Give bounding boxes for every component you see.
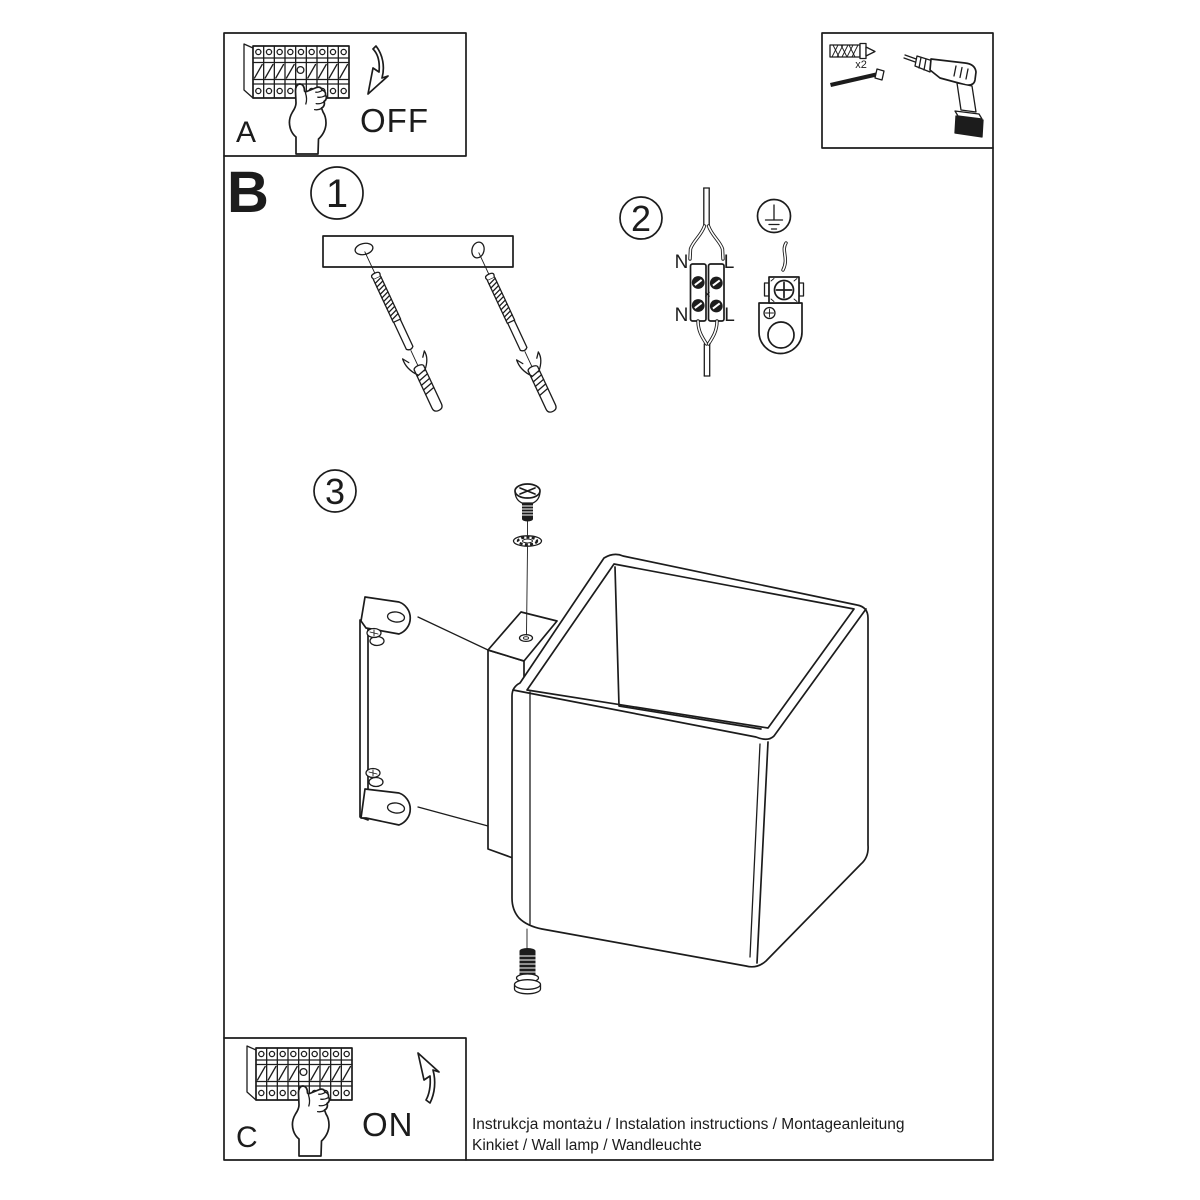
step-3-number: 3 <box>324 471 346 512</box>
footer-instructions: Instrukcja montażu / Instalation instructions / Montageanleitung <box>472 1116 905 1133</box>
wall-bracket <box>360 597 488 826</box>
cube-shade <box>512 554 868 966</box>
ground-terminal <box>759 243 804 354</box>
ground-symbol-icon <box>758 200 791 233</box>
supply-cable <box>690 188 723 259</box>
bottom-screw <box>515 929 541 994</box>
section-b-label: B <box>227 160 269 225</box>
off-label: OFF <box>360 102 429 139</box>
pointing-hand-icon <box>289 84 326 154</box>
footer-product: Kinkiet / Wall lamp / Wandleuchte <box>472 1137 702 1154</box>
label-l-top: L <box>723 252 735 273</box>
step-1 <box>311 167 564 416</box>
top-screw <box>515 484 540 635</box>
panel-a-label: A <box>236 116 257 149</box>
step-1-number: 1 <box>325 172 349 216</box>
power-off-step <box>236 44 429 154</box>
label-l-bottom: L <box>724 305 735 326</box>
on-label: ON <box>362 1106 414 1143</box>
screw-anchor-left <box>355 247 450 415</box>
step-2-number: 2 <box>630 198 652 239</box>
screw-anchor-right <box>469 248 564 416</box>
step-2 <box>620 188 804 376</box>
mounting-plate <box>323 236 513 267</box>
terminal-block <box>691 264 725 321</box>
mounting-screw-icon <box>830 69 884 87</box>
lock-washer <box>514 536 542 546</box>
label-n-top: N <box>674 252 689 273</box>
footer <box>472 1116 905 1154</box>
arrow-down-icon <box>368 46 388 94</box>
anchor-count-label: x2 <box>855 59 867 71</box>
drill-icon <box>904 55 983 137</box>
wall-anchor-icon <box>830 44 875 59</box>
lamp-cable <box>698 321 717 376</box>
pointing-hand-icon <box>292 1086 329 1156</box>
arrow-up-icon <box>418 1053 439 1103</box>
panel-c-label: C <box>236 1121 258 1154</box>
step-3 <box>314 470 868 994</box>
power-on-step <box>236 1046 439 1156</box>
hardware-items <box>830 44 983 138</box>
label-n-bottom: N <box>674 305 689 326</box>
